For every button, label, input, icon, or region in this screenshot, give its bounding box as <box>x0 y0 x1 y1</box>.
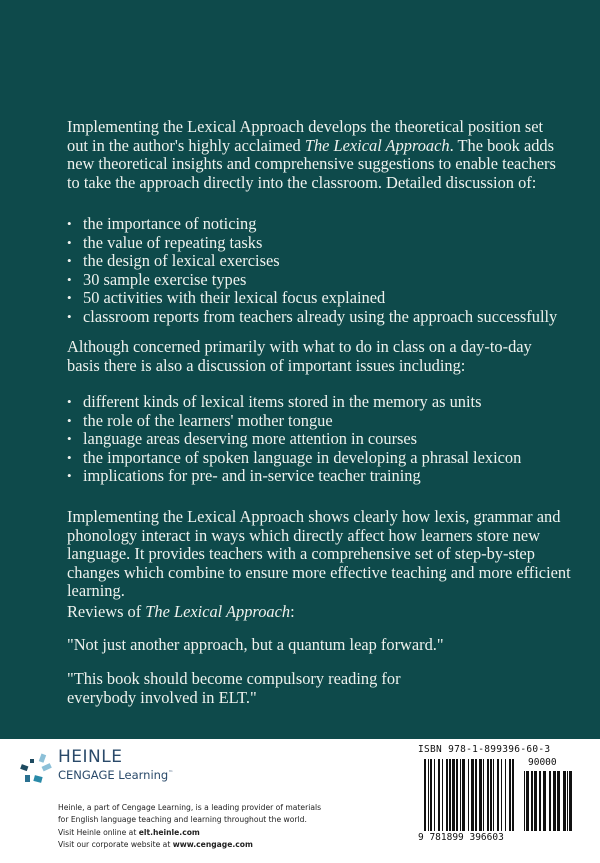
publisher-info <box>58 802 321 851</box>
barcode-bar <box>549 771 551 831</box>
barcode-bar <box>449 759 451 831</box>
barcode-bar <box>479 759 482 831</box>
isbn-text: ISBN 978-1-899396-60-3 <box>418 744 551 755</box>
list-item: • the importance of noticing <box>67 215 567 234</box>
barcode-bar <box>442 759 443 831</box>
info-line: for English language teaching and learning throughout the world. <box>58 815 307 825</box>
barcode-icon <box>424 759 516 831</box>
barcode-bar <box>509 759 511 831</box>
barcode-bar <box>505 759 506 831</box>
brand-name: HEINLE <box>58 747 123 767</box>
barcode-bar <box>446 759 448 831</box>
list-item: • the role of the learners' mother tongue <box>67 412 567 431</box>
barcode-bar <box>456 759 458 831</box>
list-item: • the design of lexical exercises <box>67 252 567 271</box>
barcode-bar <box>462 759 465 831</box>
brand-subtitle <box>58 768 173 782</box>
barcode-bar <box>497 759 499 831</box>
reviews-title: The Lexical Approach <box>145 602 291 621</box>
barcode-bar <box>438 759 440 831</box>
barcode-bar <box>490 759 492 831</box>
barcode-bar <box>460 759 461 831</box>
barcode-bar <box>512 759 514 831</box>
barcode-bar <box>563 771 566 831</box>
summary-paragraph: Implementing the Lexical Approach shows clearly how lexis, grammar and phonology interact in ways which directly affect how learners store new language. It provides teachers with a comprehensive set of step-by-step changes which combine to ensure more effective teaching and more efficient learning. <box>67 507 571 601</box>
barcode-bar <box>452 759 455 831</box>
info-line <box>58 827 321 839</box>
intro-text-2: . The book adds new theoretical insights and comprehensive suggestions to enable teachers to take the approach directly into the classroom. Detailed discussion of: <box>67 135 556 192</box>
review-quote: "This book should become compulsory reading for everybody involved in ELT." <box>67 669 401 707</box>
brand-sub-text: CENGAGE Learning <box>58 768 169 782</box>
reviews-heading <box>67 603 295 622</box>
barcode-bar <box>557 771 560 831</box>
barcode-bar <box>428 759 429 831</box>
intro-paragraph <box>67 118 567 192</box>
list-item: • language areas deserving more attention in courses <box>67 430 567 449</box>
list-item: • the value of repeating tasks <box>67 234 567 253</box>
review-quote: "Not just another approach, but a quantum leap forward." <box>67 635 444 654</box>
barcode-bar <box>567 771 568 831</box>
intro-text: Implementing the Lexical Approach develops the theoretical position set out in the author's highly acclaimed <box>67 117 544 155</box>
barcode-bar <box>553 771 556 831</box>
reviews-label: Reviews of <box>67 602 146 621</box>
book-title-italic: The Lexical Approach <box>304 135 450 155</box>
list-item: • 30 sample exercise types <box>67 271 567 290</box>
list-item: • implications for pre- and in-service teacher training <box>67 467 567 486</box>
barcode-bar <box>471 759 474 831</box>
barcode-bar <box>539 771 541 831</box>
barcode-bar <box>430 759 432 831</box>
issues-paragraph: Although concerned primarily with what to do in class on a day-to-day basis there is also a discussion of important issues including: <box>67 337 532 375</box>
reviews-colon: : <box>290 602 295 621</box>
addon-barcode-icon <box>524 771 572 831</box>
heinle-link[interactable]: elt.heinle.com <box>138 827 200 837</box>
barcode-bar <box>493 759 494 831</box>
info-line <box>58 839 321 851</box>
list-item: • different kinds of lexical items stored in the memory as units <box>67 393 567 412</box>
barcode-bar <box>526 771 529 831</box>
barcode-bar <box>487 759 489 831</box>
info-text: Visit Heinle online at <box>58 827 139 837</box>
price-addon-code: 90000 <box>528 757 557 768</box>
features-list <box>67 215 567 327</box>
issues-list <box>67 393 567 486</box>
ean-number: 9 781899 396603 <box>418 832 504 843</box>
barcode-bar <box>483 759 484 831</box>
barcode-bar <box>569 771 572 831</box>
info-line: Heinle, a part of Cengage Learning, is a leading provider of materials <box>58 803 322 812</box>
list-item: • classroom reports from teachers already using the approach successfully <box>67 308 567 327</box>
barcode-bar <box>543 771 546 831</box>
trademark: ™ <box>168 770 174 777</box>
barcode-bar <box>534 771 537 831</box>
heinle-logo-icon <box>20 753 52 785</box>
barcode-bar <box>468 759 469 831</box>
barcode-bar <box>524 771 525 831</box>
barcode-bar <box>424 759 426 831</box>
barcode-bar <box>501 759 502 831</box>
list-item: • the importance of spoken language in developing a phrasal lexicon <box>67 449 567 468</box>
barcode-bar <box>434 759 435 831</box>
cengage-link[interactable]: www.cengage.com <box>172 839 253 849</box>
barcode-bar <box>475 759 477 831</box>
info-text: Visit our corporate website at <box>58 839 173 849</box>
publisher-footer <box>0 739 600 863</box>
list-item: • 50 activities with their lexical focus explained <box>67 289 567 308</box>
barcode-bar <box>531 771 533 831</box>
